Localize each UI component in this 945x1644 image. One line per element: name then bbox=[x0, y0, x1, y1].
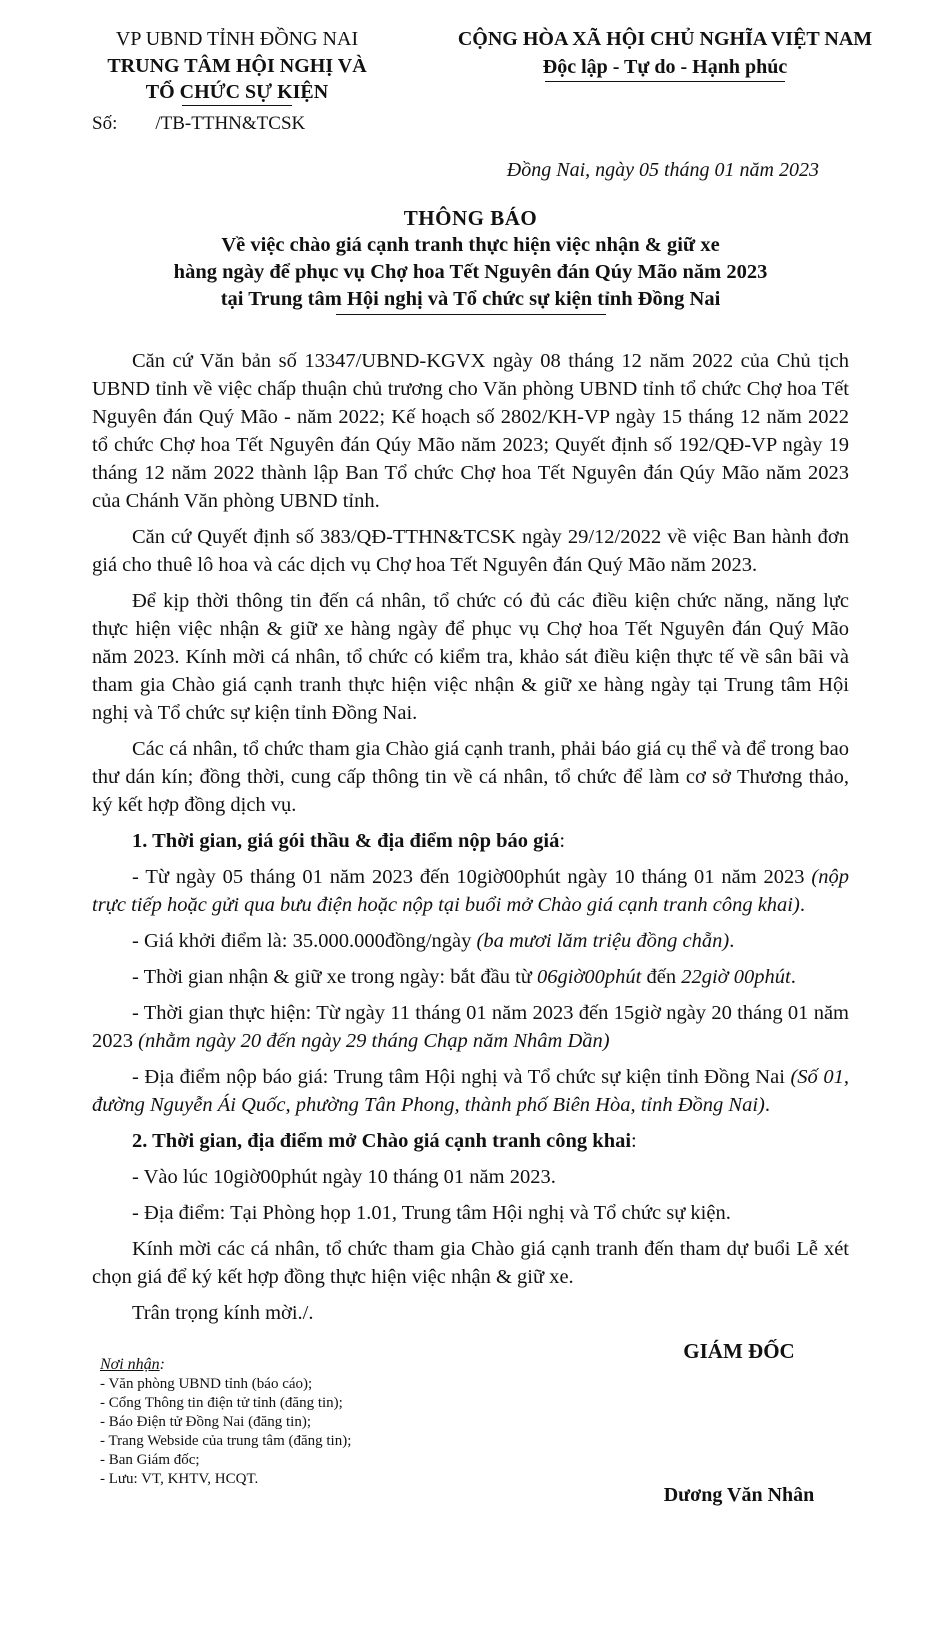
section-1-item-hours bbox=[92, 963, 849, 991]
item-hours-text: - Thời gian nhận & giữ xe trong ngày: bắt đầu từ bbox=[132, 966, 538, 988]
signer-position: GIÁM ĐỐC bbox=[683, 1339, 795, 1363]
document-body bbox=[92, 347, 849, 1327]
paragraph-purpose: Để kịp thời thông tin đến cá nhân, tổ chức có đủ các điều kiện chức năng, năng lực thực hiện việc nhận & giữ xe hàng ngày để phục vụ Chợ hoa Tết Nguyên đán Quý Mão năm 2023. Kính mời cá nhân, tổ chức có kiểm tra, khảo sát điều kiện thực tế về sân bãi và tham gia Chào giá cạnh tranh thực hiện việc nhận & giữ xe hàng ngày tại Trung tâm Hội nghị và Tổ chức sự kiện tỉnh Đồng Nai. bbox=[92, 590, 849, 724]
recipient-item: - Trang Webside của trung tâm (đăng tin); bbox=[100, 1433, 352, 1449]
recipient-item: - Văn phòng UBND tỉnh (báo cáo); bbox=[100, 1376, 313, 1392]
paragraph-legal-basis-2: Căn cứ Quyết định số 383/QĐ-TTHN&TCSK ngày 29/12/2022 về việc Ban hành đơn giá cho thuê lô hoa và các dịch vụ Chợ hoa Tết Nguyên đán Quý Mão năm 2023. bbox=[92, 526, 849, 576]
parent-agency: VP UBND TỈNH ĐỒNG NAI bbox=[115, 28, 359, 50]
paragraph-requirements: Các cá nhân, tổ chức tham gia Chào giá cạnh tranh, phải báo giá cụ thể và để trong bao thư dán kín; đồng thời, cung cấp thông tin về cá nhân, tổ chức để làm cơ sở Thương thảo, ký kết hợp đồng dịch vụ. bbox=[92, 738, 849, 816]
item-location-end: . bbox=[764, 1094, 770, 1116]
section-1-heading bbox=[92, 827, 849, 855]
section-2-item-time: - Vào lúc 10giờ00phút ngày 10 tháng 01 năm 2023. bbox=[132, 1166, 556, 1188]
agency-underline bbox=[182, 105, 292, 106]
recipients-heading-text: Nơi nhận bbox=[100, 1356, 160, 1373]
issue-date: Đồng Nai, ngày 05 tháng 01 năm 2023 bbox=[506, 159, 819, 181]
section-1-item-time bbox=[92, 863, 849, 919]
subject-line1: Về việc chào giá cạnh tranh thực hiện việc nhận & giữ xe bbox=[221, 234, 720, 256]
paragraph-invitation: Kính mời các cá nhân, tổ chức tham gia Chào giá cạnh tranh đến tham dự buổi Lễ xét chọn giá để ký kết hợp đồng thực hiện việc nhận & giữ xe. bbox=[92, 1238, 849, 1288]
section-1-heading-colon: : bbox=[559, 830, 566, 852]
item-time-end: . bbox=[799, 894, 805, 916]
national-motto: Độc lập - Tự do - Hạnh phúc bbox=[542, 56, 788, 78]
item-location-address: (Số 01, đường Nguyễn Ái Quốc, phường Tân Phong, thành phố Biên Hòa, tỉnh Đồng Nai) bbox=[92, 1066, 850, 1116]
item-duration-text: - Thời gian thực hiện: Từ ngày 11 tháng 01 năm 2023 đến 15giờ ngày 20 tháng 01 năm 2023 bbox=[92, 1002, 849, 1052]
section-1-item-duration bbox=[92, 999, 849, 1055]
section-2-item-location: - Địa điểm: Tại Phòng họp 1.01, Trung tâm Hội nghị và Tổ chức sự kiện. bbox=[132, 1202, 731, 1224]
section-2-heading-colon: : bbox=[631, 1130, 637, 1152]
subject-line2: hàng ngày để phục vụ Chợ hoa Tết Nguyên đán Qúy Mão năm 2023 bbox=[173, 261, 768, 283]
nation-name: CỘNG HÒA XÃ HỘI CHỦ NGHĨA VIỆT NAM bbox=[457, 28, 873, 50]
document-header bbox=[92, 26, 873, 138]
document-type: THÔNG BÁO bbox=[403, 206, 538, 230]
section-2-heading-text: 2. Thời gian, địa điểm mở Chào giá cạnh tranh công khai bbox=[132, 1130, 632, 1152]
recipients-heading bbox=[100, 1355, 351, 1374]
signature-block bbox=[589, 1337, 889, 1509]
title-underline bbox=[336, 314, 606, 315]
paragraph-legal-basis-1: Căn cứ Văn bản số 13347/UBND-KGVX ngày 08 tháng 12 năm 2022 của Chủ tịch UBND tỉnh về việc chấp thuận chủ trương cho Văn phòng UBND tỉnh tổ chức Chợ hoa Tết Nguyên đán Quý Mão - năm 2022; Kế hoạch số 2802/KH-VP ngày 15 tháng 12 năm 2022 tổ chức Chợ hoa Tết Nguyên đán Qúy Mão năm 2023; Quyết định số 192/QĐ-VP ngày 19 tháng 12 năm 2022 thành lập Ban Tổ chức Chợ hoa Tết Nguyên đán Qúy Mão năm 2023 của Chánh Văn phòng UBND tỉnh. bbox=[92, 350, 849, 512]
document-number-value: /TB-TTHN&TCSK bbox=[155, 113, 306, 134]
document-number bbox=[92, 110, 382, 138]
document-number-label: Số: bbox=[92, 113, 118, 134]
recipient-item: - Lưu: VT, KHTV, HCQT. bbox=[100, 1471, 259, 1487]
section-2-heading bbox=[92, 1127, 849, 1155]
item-time-note: (nộp trực tiếp hoặc gửi qua bưu điện hoặc nộp tại buổi mở Chào giá cạnh tranh công khai) bbox=[92, 866, 849, 916]
item-location-text: - Địa điểm nộp báo giá: Trung tâm Hội nghị và Tổ chức sự kiện tỉnh Đồng Nai bbox=[132, 1066, 791, 1088]
item-price-words: (ba mươi lăm triệu đồng chẵn) bbox=[476, 930, 730, 952]
signer-name: Dương Văn Nhân bbox=[663, 1484, 815, 1506]
item-price-end: . bbox=[729, 930, 735, 952]
subject-line3: tại Trung tâm Hội nghị và Tổ chức sự kiện tỉnh Đồng Nai bbox=[220, 288, 721, 310]
national-header-block bbox=[445, 26, 885, 138]
recipient-item: - Báo Điện tử Đồng Nai (đăng tin); bbox=[100, 1414, 312, 1430]
agency-name-line1: TRUNG TÂM HỘI NGHỊ VÀ bbox=[107, 55, 367, 77]
paragraph-regards: Trân trọng kính mời./. bbox=[132, 1302, 314, 1324]
item-hours-start: 06giờ00phút bbox=[537, 966, 642, 988]
recipient-item: - Cổng Thông tin điện tử tỉnh (đăng tin); bbox=[100, 1395, 343, 1411]
issuing-agency-block bbox=[92, 26, 382, 138]
section-1-item-location bbox=[92, 1063, 849, 1119]
item-duration-note: (nhằm ngày 20 đến ngày 29 tháng Chạp năm Nhâm Dần) bbox=[138, 1030, 610, 1052]
item-hours-end-time: 22giờ 00phút bbox=[681, 966, 791, 988]
agency-name-line2: TỔ CHỨC SỰ KIỆN bbox=[145, 81, 329, 103]
section-1-item-price bbox=[92, 927, 849, 955]
item-hours-end: . bbox=[790, 966, 796, 988]
item-time-text: - Từ ngày 05 tháng 01 năm 2023 đến 10giờ00phút ngày 10 tháng 01 năm 2023 bbox=[132, 866, 812, 888]
recipients-block bbox=[92, 1355, 351, 1509]
signature-row bbox=[92, 1337, 849, 1509]
section-1-heading-text: 1. Thời gian, giá gói thầu & địa điểm nộp báo giá bbox=[132, 830, 560, 852]
item-price-text: - Giá khởi điểm là: 35.000.000đồng/ngày bbox=[132, 930, 477, 952]
item-hours-mid: đến bbox=[641, 966, 682, 988]
recipients-heading-colon: : bbox=[159, 1356, 165, 1373]
motto-underline bbox=[545, 81, 785, 82]
recipient-item: - Ban Giám đốc; bbox=[100, 1452, 200, 1468]
document-title bbox=[92, 204, 849, 315]
